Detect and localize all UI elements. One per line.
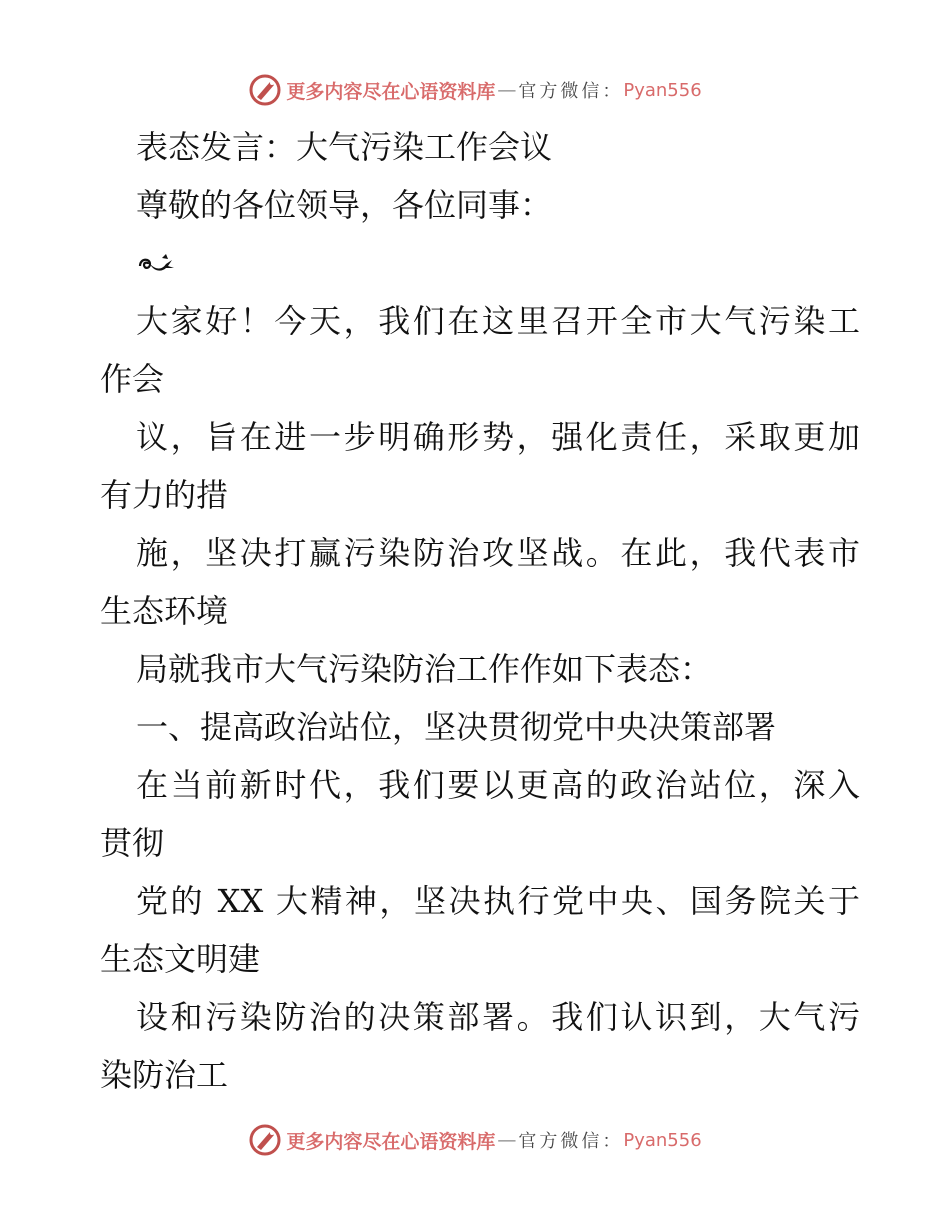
- paragraph-line: 在当前新时代，我们要以更高的政治站位，深入: [136, 766, 860, 804]
- paragraph-line: 大家好！今天，我们在这里召开全市大气污染工: [136, 302, 860, 340]
- paragraph-line: 设和污染防治的决策部署。我们认识到，大气污: [136, 998, 860, 1036]
- banner-brand: 更多内容尽在心语资料库: [286, 80, 496, 103]
- paragraph-line: 生态环境: [100, 592, 229, 630]
- paragraph-line: 议，旨在进一步明确形势，强化责任，采取更加: [136, 418, 860, 456]
- banner-dash: —: [497, 1129, 517, 1151]
- header-banner: [0, 70, 950, 110]
- paragraph-line: 作会: [100, 360, 165, 398]
- banner-wechat-id: Pyan556: [623, 79, 702, 101]
- paragraph-line: 染防治工: [100, 1056, 229, 1094]
- pen-seal-icon: [248, 73, 282, 107]
- flourish-icon: [136, 250, 176, 276]
- banner-wechat-label: 官方微信：: [518, 81, 624, 102]
- pen-seal-icon: [248, 1123, 282, 1157]
- paragraph-line: 施，坚决打赢污染防治攻坚战。在此，我代表市: [136, 534, 860, 572]
- banner-wechat-label: 官方微信：: [518, 1131, 624, 1152]
- document-salutation: 尊敬的各位领导，各位同事：: [136, 186, 553, 224]
- banner-dash: —: [497, 79, 517, 101]
- paragraph-line: 生态文明建: [100, 940, 261, 978]
- ornament: [100, 234, 860, 292]
- document-title: 表态发言：大气污染工作会议: [136, 128, 553, 166]
- paragraph-line: 有力的措: [100, 476, 229, 514]
- banner-wechat-id: Pyan556: [623, 1129, 702, 1151]
- banner-brand: 更多内容尽在心语资料库: [286, 1130, 496, 1153]
- paragraph-line: 局就我市大气污染防治工作作如下表态：: [136, 650, 713, 688]
- section-heading: 一、提高政治站位，坚决贯彻党中央决策部署: [136, 708, 777, 746]
- footer-banner: [0, 1120, 950, 1160]
- paragraph-line: 贯彻: [100, 824, 165, 862]
- document-body: [100, 118, 860, 1104]
- paragraph-line: 党的 XX 大精神，坚决执行党中央、国务院关于: [136, 882, 860, 920]
